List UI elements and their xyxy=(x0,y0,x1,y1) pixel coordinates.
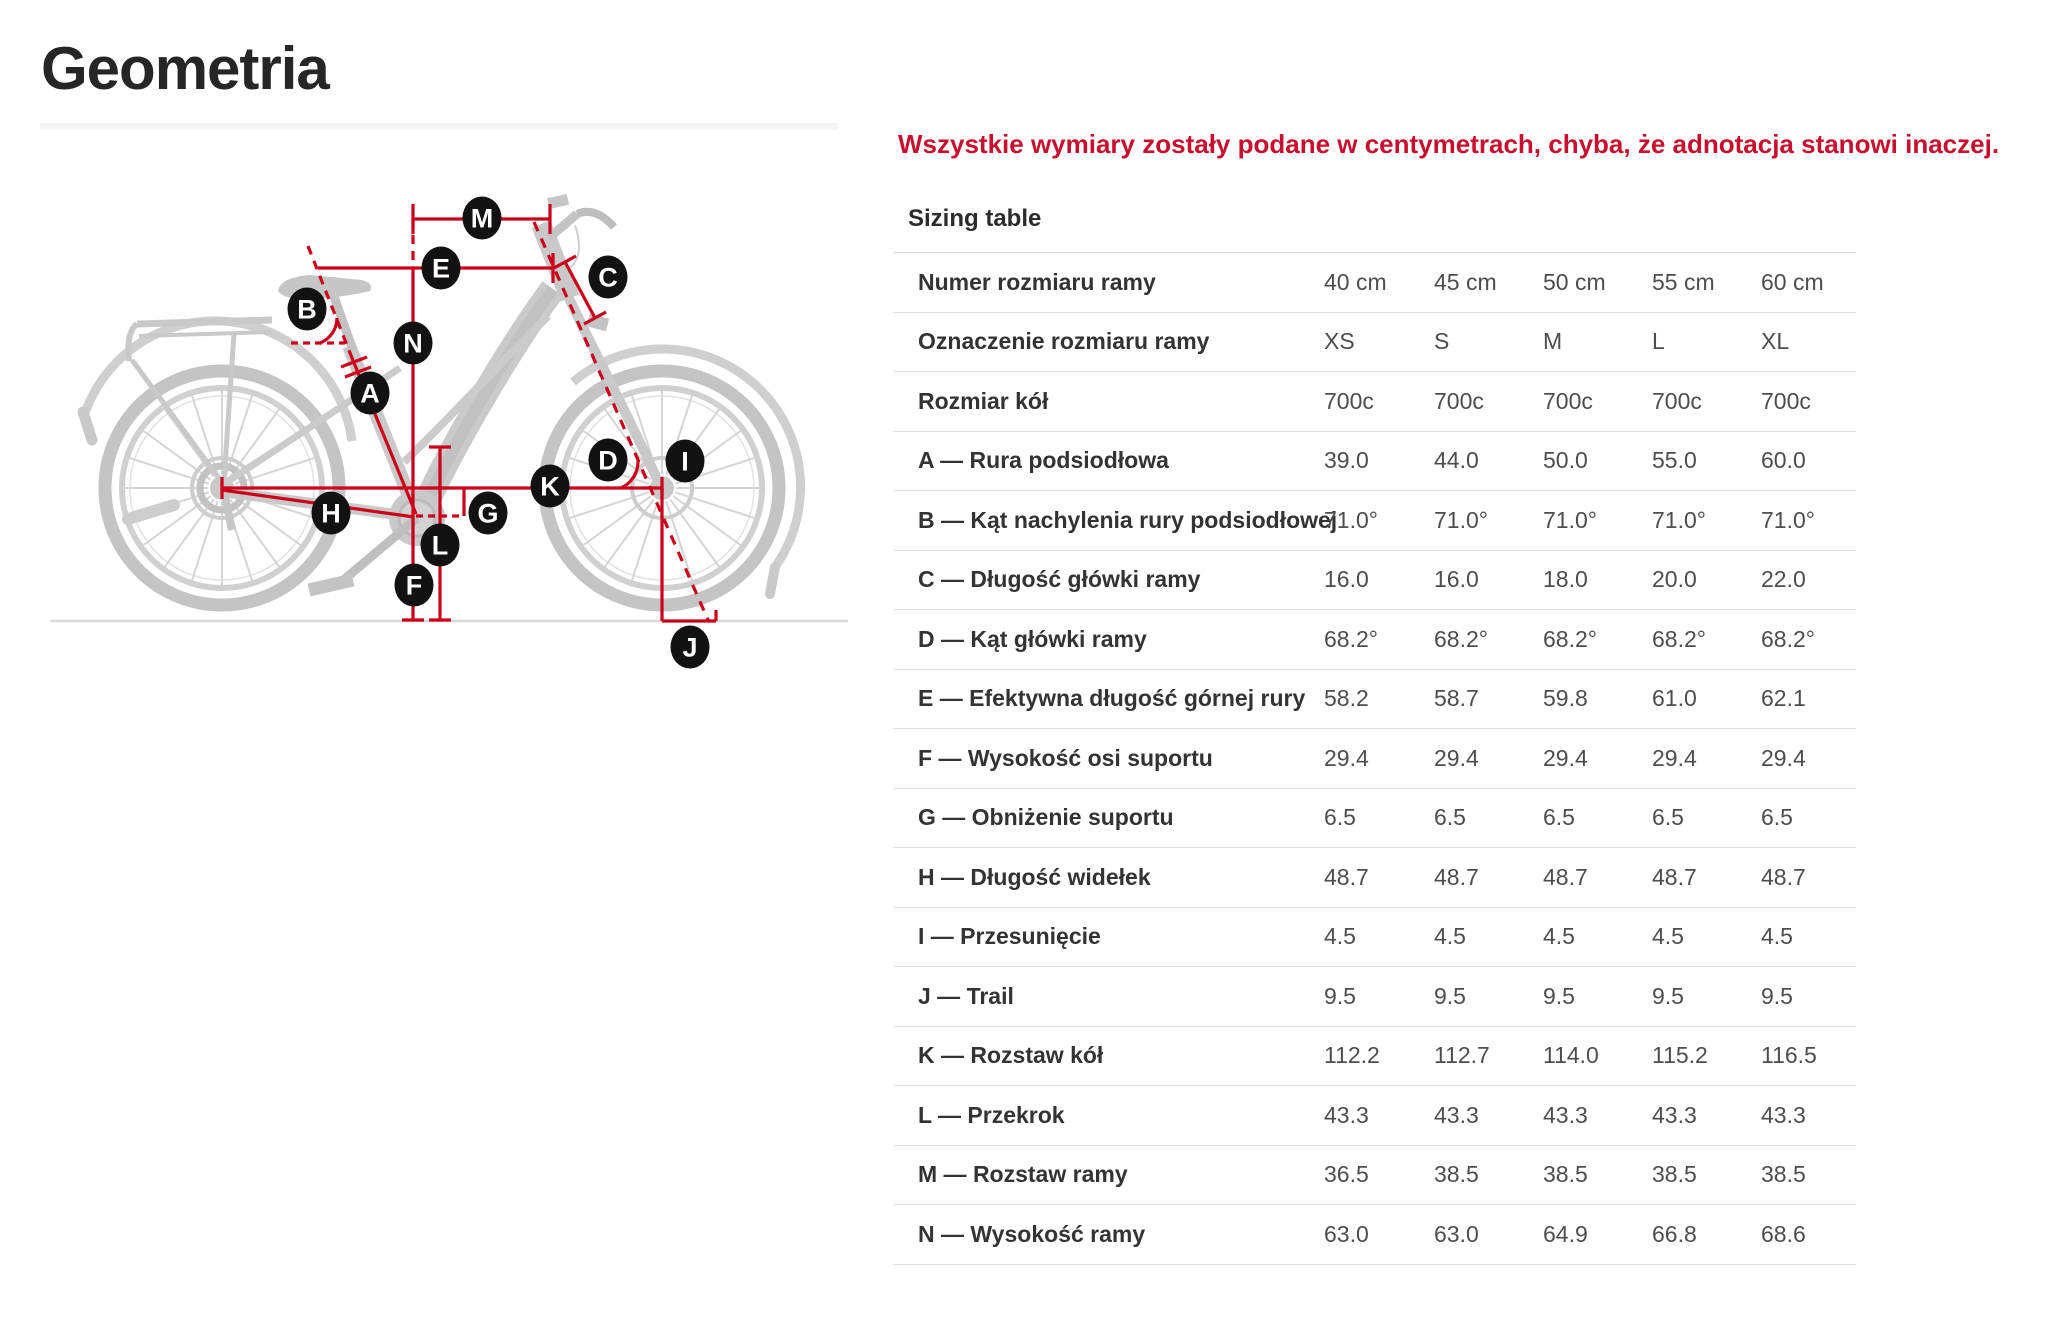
diagram-label-text: I xyxy=(681,446,689,477)
row-value: 700c xyxy=(1324,387,1374,414)
row-value: 64.9 xyxy=(1543,1220,1588,1247)
row-label: B — Kąt nachylenia rury podsiodłowej xyxy=(918,506,1338,533)
row-value: 43.3 xyxy=(1652,1101,1697,1128)
handlebar xyxy=(577,212,614,227)
row-label: I — Przesunięcie xyxy=(918,923,1101,950)
row-label: K — Rozstaw kół xyxy=(918,1042,1104,1069)
row-value: M xyxy=(1543,328,1563,355)
row-value: 60.0 xyxy=(1761,447,1806,474)
row-label: N — Wysokość ramy xyxy=(918,1220,1146,1247)
table-row xyxy=(893,313,1856,373)
table-row xyxy=(893,848,1856,908)
diagram-label-text: A xyxy=(360,378,380,409)
row-value: 55 cm xyxy=(1652,268,1715,295)
row-value: 700c xyxy=(1434,387,1484,414)
row-value: 43.3 xyxy=(1543,1101,1588,1128)
table-row xyxy=(893,789,1856,849)
row-value: 71.0° xyxy=(1543,506,1597,533)
row-value: 4.5 xyxy=(1324,923,1356,950)
table-row xyxy=(893,1086,1856,1146)
row-label: C — Długość główki ramy xyxy=(918,566,1201,593)
table-row xyxy=(893,1146,1856,1206)
row-value: 38.5 xyxy=(1434,1161,1479,1188)
diagram-label-text: E xyxy=(431,253,451,284)
row-value: 4.5 xyxy=(1434,923,1466,950)
row-value: 40 cm xyxy=(1324,268,1387,295)
row-value: 48.7 xyxy=(1324,863,1369,890)
row-value: 9.5 xyxy=(1543,982,1575,1009)
row-value: 16.0 xyxy=(1434,566,1479,593)
row-label: Oznaczenie rozmiaru ramy xyxy=(918,328,1210,355)
row-value: 4.5 xyxy=(1761,923,1793,950)
row-value: 43.3 xyxy=(1434,1101,1479,1128)
row-value: 20.0 xyxy=(1652,566,1697,593)
row-value: 71.0° xyxy=(1434,506,1488,533)
far-pedal xyxy=(128,505,174,519)
diagram-label-text: H xyxy=(321,498,341,529)
bike-diagram-svg xyxy=(0,0,880,700)
row-value: 9.5 xyxy=(1761,982,1793,1009)
diagram-label-text: C xyxy=(598,262,618,293)
row-value: 4.5 xyxy=(1543,923,1575,950)
front-mudflap xyxy=(770,567,775,594)
row-value: 700c xyxy=(1652,387,1702,414)
row-value: 700c xyxy=(1543,387,1593,414)
row-value: 68.2° xyxy=(1761,625,1815,652)
row-value: 63.0 xyxy=(1324,1220,1369,1247)
battery xyxy=(425,289,553,506)
table-row xyxy=(893,491,1856,551)
row-label: H — Długość widełek xyxy=(918,863,1151,890)
row-label: D — Kąt główki ramy xyxy=(918,625,1147,652)
row-value: 45 cm xyxy=(1434,268,1497,295)
row-value: XS xyxy=(1324,328,1355,355)
bike-geometry-diagram xyxy=(0,0,880,700)
row-value: 29.4 xyxy=(1543,744,1588,771)
row-value: 66.8 xyxy=(1652,1220,1697,1247)
row-value: 6.5 xyxy=(1652,804,1684,831)
row-value: 6.5 xyxy=(1434,804,1466,831)
row-value: 4.5 xyxy=(1652,923,1684,950)
table-row xyxy=(893,551,1856,611)
row-value: 29.4 xyxy=(1324,744,1369,771)
pedal xyxy=(309,580,353,590)
units-note: Wszystkie wymiary zostały podane w centymetrach, chyba, że adnotacja stanowi inaczej. xyxy=(898,129,2000,159)
row-value: 39.0 xyxy=(1324,447,1369,474)
stem xyxy=(549,214,577,238)
row-value: 58.2 xyxy=(1324,685,1369,712)
table-row xyxy=(893,908,1856,968)
diagram-label-text: N xyxy=(403,328,423,359)
row-value: 48.7 xyxy=(1543,863,1588,890)
row-value: 116.5 xyxy=(1761,1042,1817,1069)
table-row xyxy=(893,432,1856,492)
row-value: 29.4 xyxy=(1652,744,1697,771)
row-value: 6.5 xyxy=(1324,804,1356,831)
diagram-label-text: L xyxy=(431,530,449,561)
row-value: 112.2 xyxy=(1324,1042,1380,1069)
row-value: 9.5 xyxy=(1434,982,1466,1009)
table-row xyxy=(893,967,1856,1027)
row-value: 38.5 xyxy=(1543,1161,1588,1188)
row-label: E — Efektywna długość górnej rury xyxy=(918,685,1306,712)
row-label: A — Rura podsiodłowa xyxy=(918,447,1169,474)
row-label: Rozmiar kół xyxy=(918,387,1049,414)
diagram-label-text: F xyxy=(405,570,423,601)
row-value: 58.7 xyxy=(1434,685,1479,712)
row-value: 6.5 xyxy=(1761,804,1793,831)
row-value: 48.7 xyxy=(1761,863,1806,890)
row-label: Numer rozmiaru ramy xyxy=(918,268,1156,295)
row-value: 36.5 xyxy=(1324,1161,1369,1188)
row-value: 50.0 xyxy=(1543,447,1588,474)
diagram-label-text: G xyxy=(477,498,499,529)
row-value: 38.5 xyxy=(1652,1161,1697,1188)
table-row xyxy=(893,372,1856,432)
row-value: 16.0 xyxy=(1324,566,1369,593)
row-value: 43.3 xyxy=(1324,1101,1369,1128)
rear-mudflap xyxy=(83,412,92,440)
sizing-table xyxy=(893,252,1856,1265)
row-value: 48.7 xyxy=(1652,863,1697,890)
row-value: 29.4 xyxy=(1434,744,1479,771)
table-row xyxy=(893,670,1856,730)
row-value: 63.0 xyxy=(1434,1220,1479,1247)
brake-cable xyxy=(570,225,579,268)
row-value: 112.7 xyxy=(1434,1042,1490,1069)
row-label: G — Obniżenie suportu xyxy=(918,804,1174,831)
row-value: 29.4 xyxy=(1761,744,1806,771)
row-value: 61.0 xyxy=(1652,685,1697,712)
table-row xyxy=(893,1027,1856,1087)
table-row xyxy=(893,253,1856,313)
row-label: L — Przekrok xyxy=(918,1101,1065,1128)
row-value: 68.2° xyxy=(1324,625,1378,652)
row-value: 38.5 xyxy=(1761,1161,1806,1188)
row-value: L xyxy=(1652,328,1665,355)
row-value: 68.2° xyxy=(1652,625,1706,652)
row-label: J — Trail xyxy=(918,982,1014,1009)
row-value: 71.0° xyxy=(1324,506,1378,533)
row-value: 55.0 xyxy=(1652,447,1697,474)
diagram-label-text: J xyxy=(682,632,698,663)
row-value: 59.8 xyxy=(1543,685,1588,712)
sizing-table-heading: Sizing table xyxy=(908,205,1042,232)
row-value: 60 cm xyxy=(1761,268,1824,295)
table-row xyxy=(893,729,1856,789)
row-value: 114.0 xyxy=(1543,1042,1599,1069)
row-value: 68.2° xyxy=(1543,625,1597,652)
row-value: 6.5 xyxy=(1543,804,1575,831)
table-row xyxy=(893,610,1856,670)
row-value: 50 cm xyxy=(1543,268,1606,295)
page-title: Geometria xyxy=(41,35,329,102)
row-value: 68.2° xyxy=(1434,625,1488,652)
row-value: XL xyxy=(1761,328,1790,355)
diagram-label-text: B xyxy=(297,294,317,325)
row-value: 9.5 xyxy=(1652,982,1684,1009)
row-value: 22.0 xyxy=(1761,566,1806,593)
row-value: 115.2 xyxy=(1652,1042,1708,1069)
row-label: M — Rozstaw ramy xyxy=(918,1161,1128,1188)
row-label: F — Wysokość osi suportu xyxy=(918,744,1213,771)
row-value: 44.0 xyxy=(1434,447,1479,474)
diagram-label-text: D xyxy=(598,445,618,476)
row-value: 9.5 xyxy=(1324,982,1356,1009)
row-value: 700c xyxy=(1761,387,1811,414)
row-value: 71.0° xyxy=(1761,506,1815,533)
row-value: 71.0° xyxy=(1652,506,1706,533)
row-value: 48.7 xyxy=(1434,863,1479,890)
row-value: 43.3 xyxy=(1761,1101,1806,1128)
table-row xyxy=(893,1205,1856,1265)
diagram-label-text: K xyxy=(540,471,560,502)
row-value: S xyxy=(1434,328,1450,355)
row-value: 68.6 xyxy=(1761,1220,1806,1247)
row-value: 62.1 xyxy=(1761,685,1806,712)
diagram-label-text: M xyxy=(470,203,494,234)
row-value: 18.0 xyxy=(1543,566,1588,593)
